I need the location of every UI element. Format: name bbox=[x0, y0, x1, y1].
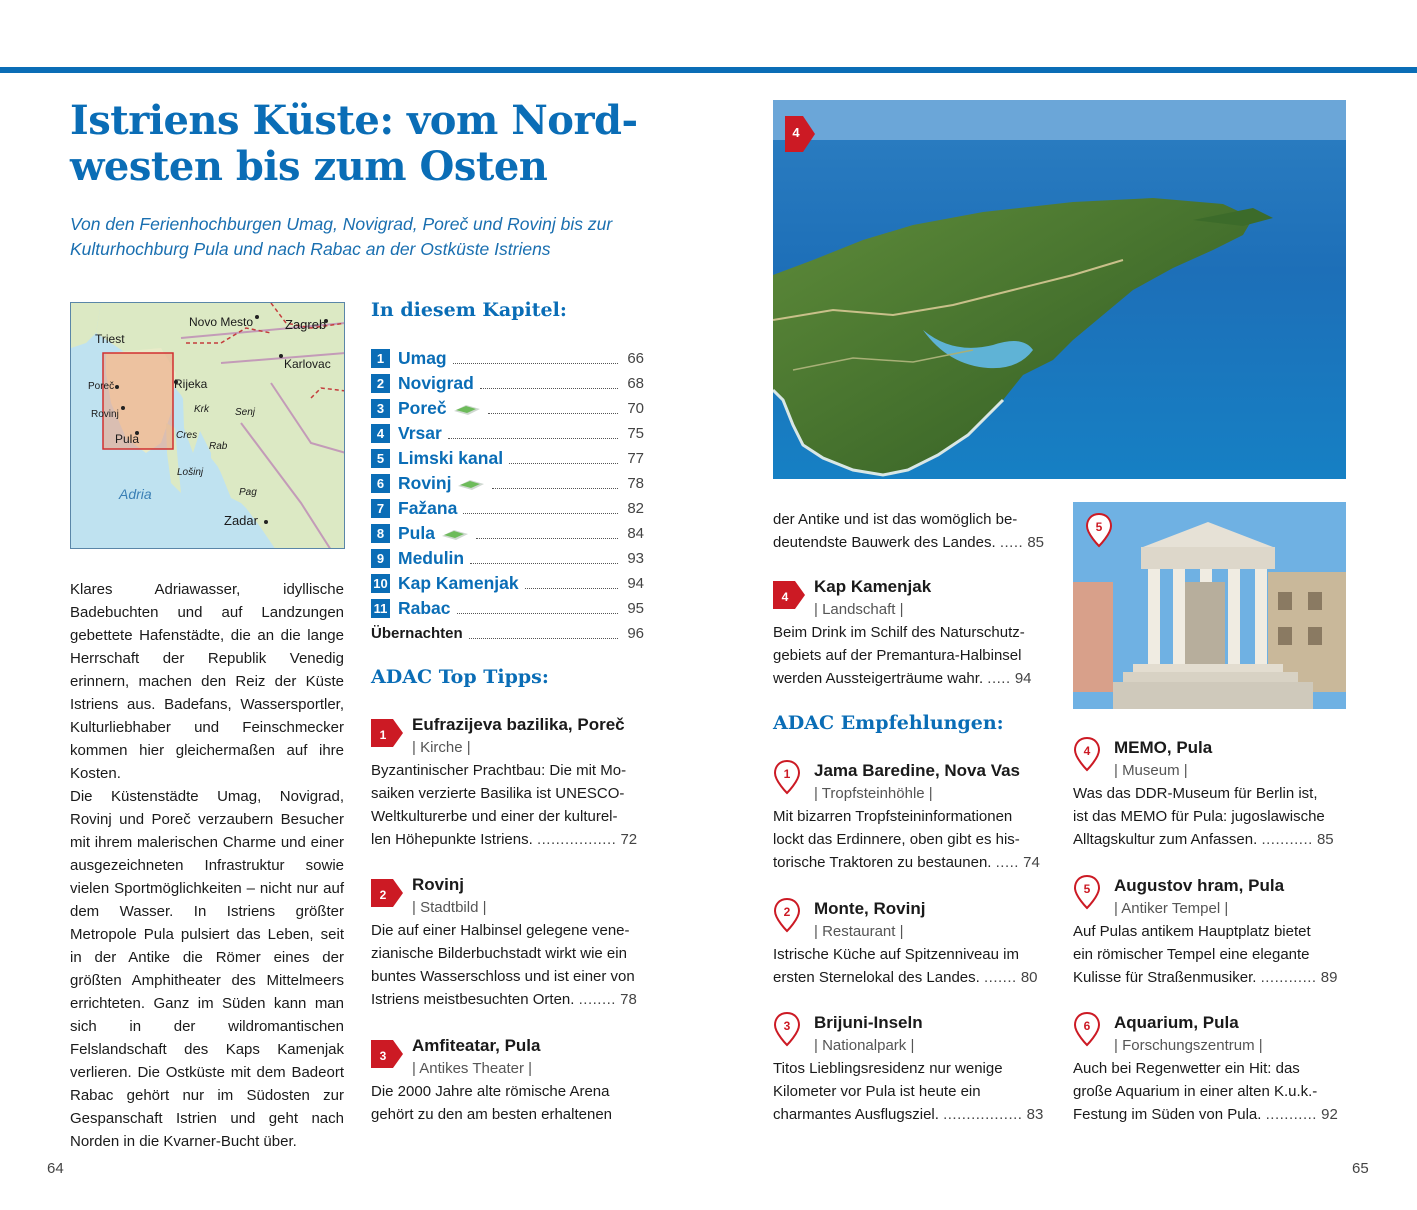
title-line-1: Istriens Küste: vom Nord- bbox=[70, 97, 638, 144]
coast-aerial-image bbox=[773, 100, 1346, 479]
contents-item-page: 82 bbox=[627, 500, 644, 517]
contents-item-page: 75 bbox=[627, 425, 644, 442]
contents-item[interactable] bbox=[371, 571, 644, 596]
dot-leader bbox=[480, 388, 618, 389]
contents-item-name: Medulin bbox=[398, 548, 465, 568]
contents-item-number: 3 bbox=[371, 399, 390, 418]
photo-badge-5: 5 bbox=[1095, 520, 1103, 534]
top-tip-4-category: | Landschaft | bbox=[814, 601, 904, 618]
map-label-rovinj: Rovinj bbox=[91, 409, 119, 420]
region-map bbox=[70, 302, 345, 549]
dot-leader bbox=[476, 538, 618, 539]
top-tip-2-line-2: zianische Bilderbuchstadt wirkt wie ein bbox=[371, 945, 627, 962]
map-label-pula: Pula bbox=[115, 432, 140, 446]
contents-item-overnight[interactable] bbox=[371, 621, 644, 646]
intro-text bbox=[70, 578, 344, 1153]
recommendation-4-category: | Museum | bbox=[1114, 762, 1188, 779]
map-label-karlovac: Karlovac bbox=[284, 357, 331, 371]
top-tip-1 bbox=[371, 713, 645, 851]
contents-item-name: Limski kanal bbox=[398, 448, 504, 468]
contents-item-page: 84 bbox=[627, 525, 644, 542]
recommendation-1-line-3: torische Traktoren zu bestaunen. ..... 74 bbox=[773, 854, 1040, 871]
dot-leader bbox=[492, 488, 618, 489]
contents-item-name: Novigrad bbox=[398, 373, 474, 393]
map-label-zadar: Zadar bbox=[224, 513, 258, 528]
top-tip-3-page: 85 bbox=[1027, 534, 1045, 551]
contents-item-number: 8 bbox=[371, 524, 390, 543]
recommendation-2-page: 80 bbox=[1020, 969, 1038, 986]
recommendation-1 bbox=[773, 759, 1048, 874]
dot-leader bbox=[457, 613, 618, 614]
contents-item-name: Übernachten bbox=[371, 625, 463, 642]
contents-item-number: 4 bbox=[371, 424, 390, 443]
top-tip-1-number: 1 bbox=[379, 728, 387, 742]
top-tip-2-number: 2 bbox=[379, 888, 387, 902]
recommendation-4-line-3: Alltagskultur zum Anfassen. ........... 85 bbox=[1073, 831, 1334, 848]
map-label-losinj: Lošinj bbox=[177, 467, 204, 478]
contents-item[interactable] bbox=[371, 596, 644, 621]
city-map-icon bbox=[440, 526, 470, 542]
recommendations-heading: ADAC Empfehlungen: bbox=[773, 712, 1004, 734]
recommendation-2-category: | Restaurant | bbox=[814, 923, 904, 940]
map-label-triest: Triest bbox=[95, 332, 125, 346]
top-tip-1-page: 72 bbox=[620, 831, 638, 848]
top-tip-4 bbox=[773, 575, 1048, 690]
dot-leader bbox=[509, 463, 618, 464]
recommendation-6-line-3: Festung im Süden von Pula. ........... 92 bbox=[1073, 1106, 1338, 1123]
recommendation-4-line-1: Was das DDR-Museum für Berlin ist, bbox=[1073, 785, 1318, 802]
recommendation-2-line-2: ersten Sternelokal des Landes. ....... 80 bbox=[773, 969, 1038, 986]
recommendation-3-title: Brijuni-Inseln bbox=[814, 1013, 923, 1032]
contents-item[interactable] bbox=[371, 546, 644, 571]
temple-image bbox=[1073, 502, 1346, 709]
top-tip-2-title: Rovinj bbox=[412, 875, 464, 894]
top-tip-2-category: | Stadtbild | bbox=[412, 899, 487, 916]
contents-item-name: Rabac bbox=[398, 598, 451, 618]
dot-leader bbox=[463, 513, 618, 514]
intro-paragraph-2: Die Küstenstädte Umag, Novigrad, Rovinj und Poreč verzaubern Besucher mit ihrem malerischen Charme und einer ausgezeichneten Infrastruktur sowie vielen Sportmöglichkeiten – nicht nur auf dem Wasser. In Istriens größter Metropole Pula pulsiert das Leben, seit in der Antike die Römer eines der größten Amphitheater des Mittelmeers errichteten. Ganz im Süden kann man sich in der wildromantischen Felslandschaft des Kaps Kamenjak verlieren. Die Ostküste mit dem Badeort Rabac gehört nur im Südosten zur Gespanschaft Istrien und geht nach Norden in die Kvarner-Bucht über. bbox=[70, 788, 344, 1150]
dot-leader bbox=[525, 588, 618, 589]
page-subtitle: Von den Ferienhochburgen Umag, Novigrad, Poreč und Rovinj bis zur Kulturhochburg Pula und nach Rabac an der Ostküste Istriens bbox=[70, 214, 613, 259]
title-line-2: westen bis zum Osten bbox=[70, 143, 548, 190]
dot-leader bbox=[448, 438, 618, 439]
city-map-icon bbox=[456, 476, 486, 492]
top-tip-1-line-2: saiken verzierte Basilika ist UNESCO- bbox=[371, 785, 625, 802]
contents-item-page: 68 bbox=[627, 375, 644, 392]
contents-item-page: 94 bbox=[627, 575, 644, 592]
recommendation-6-title: Aquarium, Pula bbox=[1114, 1013, 1239, 1032]
top-tip-4-number: 4 bbox=[781, 590, 789, 604]
dot-leader bbox=[453, 363, 618, 364]
top-tip-3-number: 3 bbox=[379, 1049, 387, 1063]
recommendation-3-number: 3 bbox=[783, 1019, 791, 1033]
recommendation-5-title: Augustov hram, Pula bbox=[1114, 876, 1285, 895]
contents-item-page: 93 bbox=[627, 550, 644, 567]
map-label-novo-mesto: Novo Mesto bbox=[189, 315, 254, 329]
contents-item[interactable] bbox=[371, 371, 644, 396]
top-tip-1-line-1: Byzantinischer Prachtbau: Die mit Mo- bbox=[371, 762, 627, 779]
contents-item-name: Pula bbox=[398, 523, 435, 543]
top-tip-2-line-3: buntes Wasserschloss und ist einer von bbox=[371, 968, 635, 985]
dot-leader bbox=[488, 413, 618, 414]
map-label-rijeka: Rijeka bbox=[174, 377, 208, 391]
recommendation-6-line-1: Auch bei Regenwetter ein Hit: das bbox=[1073, 1060, 1300, 1077]
top-tip-2-line-1: Die auf einer Halbinsel gelegene vene- bbox=[371, 922, 630, 939]
page-title bbox=[70, 98, 670, 190]
top-tip-3-category: | Antikes Theater | bbox=[412, 1060, 533, 1077]
temple-photo bbox=[1073, 502, 1346, 709]
top-tip-4-title: Kap Kamenjak bbox=[814, 577, 932, 596]
top-tip-2-page: 78 bbox=[620, 991, 637, 1008]
contents-heading: In diesem Kapitel: bbox=[371, 299, 567, 321]
contents-item-number: 7 bbox=[371, 499, 390, 518]
top-tip-4-line-3: werden Aussteigerträume wahr. ..... 94 bbox=[773, 670, 1032, 687]
contents-item-name: Vrsar bbox=[398, 423, 442, 443]
contents-item-name: Umag bbox=[398, 348, 447, 368]
recommendation-3-line-2: Kilometer vor Pula ist heute ein bbox=[773, 1083, 981, 1100]
contents-item-number: 2 bbox=[371, 374, 390, 393]
map-label-krk: Krk bbox=[194, 404, 209, 415]
contents-item-number: 5 bbox=[371, 449, 390, 468]
contents-item-name: Kap Kamenjak bbox=[398, 573, 519, 593]
recommendation-4-page: 85 bbox=[1316, 831, 1334, 848]
recommendation-2-number: 2 bbox=[783, 905, 791, 919]
coast-photo bbox=[773, 100, 1346, 479]
recommendation-3-page: 83 bbox=[1026, 1106, 1044, 1123]
contents-item[interactable] bbox=[371, 496, 644, 521]
top-tip-3-line-4: deutendste Bauwerk des Landes. ..... 85 bbox=[773, 534, 1045, 551]
contents-list bbox=[371, 346, 644, 646]
top-tip-2-line-4: Istriens meistbesuchten Orten. ........ 78 bbox=[371, 991, 637, 1008]
contents-item-number: 6 bbox=[371, 474, 390, 493]
recommendation-2 bbox=[773, 897, 1048, 989]
map-label-rab: Rab bbox=[209, 441, 228, 452]
map-label-zagreb: Zagreb bbox=[285, 317, 327, 332]
recommendation-5-line-1: Auf Pulas antikem Hauptplatz bietet bbox=[1073, 923, 1311, 940]
top-tip-3 bbox=[371, 1034, 645, 1126]
recommendation-5-number: 5 bbox=[1083, 882, 1091, 896]
photo-badge-4: 4 bbox=[792, 125, 800, 140]
top-tip-4-page: 94 bbox=[1014, 670, 1032, 687]
recommendation-3-line-1: Titos Lieblingsresidenz nur wenige bbox=[773, 1060, 1003, 1077]
contents-item-page: 77 bbox=[627, 450, 644, 467]
contents-item-number: 9 bbox=[371, 549, 390, 568]
recommendation-4 bbox=[1073, 736, 1348, 851]
page-number-right: 65 bbox=[1352, 1160, 1369, 1177]
contents-item-name: Fažana bbox=[398, 498, 458, 518]
recommendation-4-title: MEMO, Pula bbox=[1114, 738, 1213, 757]
contents-item-page: 78 bbox=[627, 475, 644, 492]
recommendation-1-page: 74 bbox=[1023, 854, 1040, 871]
map-label-adria: Adria bbox=[119, 486, 152, 502]
contents-item-number: 1 bbox=[371, 349, 390, 368]
recommendation-6-number: 6 bbox=[1083, 1019, 1091, 1033]
dot-leader bbox=[470, 563, 618, 564]
top-tip-1-line-3: Weltkulturerbe und einer der kulturel- bbox=[371, 808, 618, 825]
contents-item-page: 70 bbox=[627, 400, 644, 417]
recommendation-2-title: Monte, Rovinj bbox=[814, 899, 926, 918]
recommendation-4-number: 4 bbox=[1083, 744, 1091, 758]
recommendation-6-page: 92 bbox=[1321, 1106, 1338, 1123]
recommendation-6-category: | Forschungszentrum | bbox=[1114, 1037, 1263, 1054]
recommendation-3 bbox=[773, 1011, 1048, 1126]
top-tip-3-continued bbox=[773, 508, 1048, 554]
contents-item-number: 11 bbox=[371, 599, 390, 618]
recommendation-5-category: | Antiker Tempel | bbox=[1114, 900, 1229, 917]
top-tip-3-line-2: gehört zu den am besten erhaltenen bbox=[371, 1106, 613, 1123]
contents-item[interactable] bbox=[371, 471, 644, 496]
recommendation-5-line-3: Kulisse für Straßenmusiker. ............ 89 bbox=[1073, 969, 1338, 986]
top-tip-1-title: Eufrazijeva bazilika, Poreč bbox=[412, 715, 625, 734]
contents-item[interactable] bbox=[371, 421, 644, 446]
recommendation-1-category: | Tropfsteinhöhle | bbox=[814, 785, 933, 802]
contents-item[interactable] bbox=[371, 521, 644, 546]
top-tip-3-line-3: der Antike und ist das womöglich be- bbox=[773, 511, 1018, 528]
map-label-cres: Cres bbox=[176, 430, 198, 441]
dot-leader bbox=[469, 638, 618, 639]
contents-item[interactable] bbox=[371, 396, 644, 421]
top-tip-2 bbox=[371, 873, 645, 1011]
recommendation-1-line-1: Mit bizarren Tropfsteininformationen bbox=[773, 808, 1013, 825]
city-map-icon bbox=[452, 401, 482, 417]
map-label-senj: Senj bbox=[235, 407, 256, 418]
recommendation-6 bbox=[1073, 1011, 1348, 1126]
intro-paragraph-1: Klares Adriawasser, idyllische Badebuchten und auf Landzungen gebettete Hafenstädte, die an die lange Herrschaft der Republik Venedig erinnern, machen den Reiz der Küste Istriens aus. Badefans, Wassersportler, Kulturliebhaber und Feinschmecker kommen hier gleichermaßen auf ihre Kosten. bbox=[70, 581, 344, 782]
top-tip-3-title: Amfiteatar, Pula bbox=[412, 1036, 541, 1055]
contents-item-name: Poreč bbox=[398, 398, 447, 418]
top-tip-4-line-2: gebiets auf der Premantura-Halbinsel bbox=[773, 647, 1022, 664]
recommendation-3-line-3: charmantes Ausflugsziel. ................. 83 bbox=[773, 1106, 1044, 1123]
recommendation-5-page: 89 bbox=[1320, 969, 1338, 986]
recommendation-1-line-2: lockt das Erdinnere, oben gibt es his- bbox=[773, 831, 1020, 848]
map-label-pag: Pag bbox=[239, 487, 257, 498]
recommendation-5-line-2: ein römischer Tempel eine elegante bbox=[1073, 946, 1310, 963]
contents-item-number: 10 bbox=[371, 574, 390, 593]
contents-item[interactable] bbox=[371, 446, 644, 471]
page-number-left: 64 bbox=[47, 1160, 64, 1177]
top-rule bbox=[0, 67, 1417, 73]
recommendation-6-line-2: große Aquarium in einer alten K.u.k.- bbox=[1073, 1083, 1318, 1100]
map-label-porec: Poreč bbox=[88, 381, 115, 392]
recommendation-2-line-1: Istrische Küche auf Spitzenniveau im bbox=[773, 946, 1019, 963]
contents-item-name: Rovinj bbox=[398, 473, 452, 493]
recommendation-3-category: | Nationalpark | bbox=[814, 1037, 915, 1054]
contents-item-page: 96 bbox=[627, 625, 644, 642]
contents-item[interactable] bbox=[371, 346, 644, 371]
recommendation-1-number: 1 bbox=[783, 767, 791, 781]
contents-item-page: 66 bbox=[627, 350, 644, 367]
recommendation-4-line-2: ist das MEMO für Pula: jugoslawische bbox=[1073, 808, 1325, 825]
top-tip-1-line-4: len Höhepunkte Istriens. ................. 72 bbox=[371, 831, 638, 848]
top-tip-4-line-1: Beim Drink im Schilf des Naturschutz- bbox=[773, 624, 1025, 641]
contents-item-page: 95 bbox=[627, 600, 644, 617]
recommendation-1-title: Jama Baredine, Nova Vas bbox=[814, 761, 1021, 780]
top-tip-3-line-1: Die 2000 Jahre alte römische Arena bbox=[371, 1083, 610, 1100]
recommendation-5 bbox=[1073, 874, 1348, 989]
top-tips-heading: ADAC Top Tipps: bbox=[371, 666, 549, 688]
top-tip-1-category: | Kirche | bbox=[412, 739, 471, 756]
